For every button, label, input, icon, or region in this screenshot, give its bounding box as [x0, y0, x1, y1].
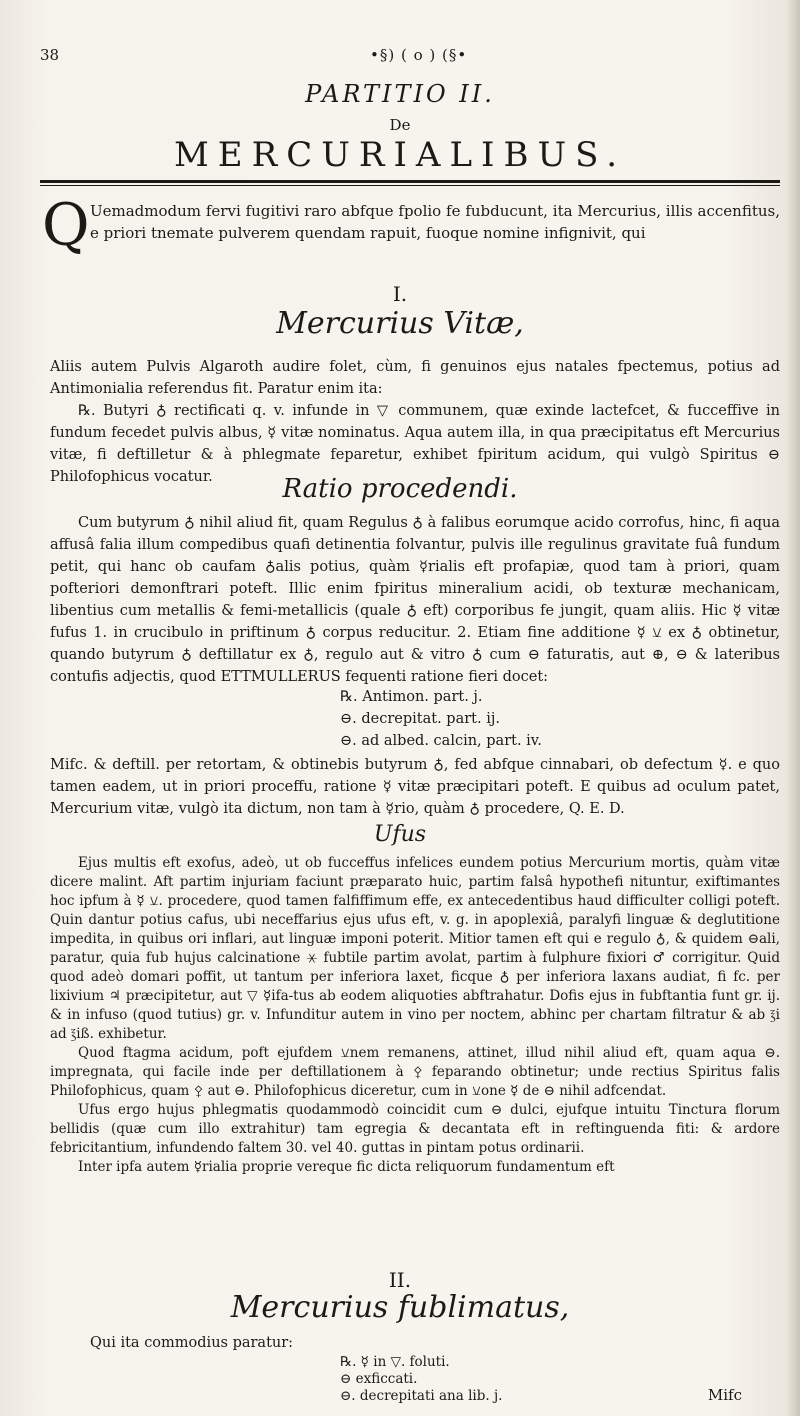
paragraph: Aliis autem Pulvis Algaroth audire folet, cùm, fi genuinos ejus natales fpectemus, potius ad Antimonialia referendus fit. Paratur enim ita:: [50, 359, 780, 397]
recipe-line: ⊖. decrepitati ana lib. j.: [340, 1388, 503, 1404]
paragraph: Ejus multis eft exofus, adeò, ut ob fucceffus infelices eundem potius Mercurium mortis, quàm vitæ dicere malint. Aft partim injuriam faciunt præparato huic, partim falsâ hypothefi nituntur, exiftimantes hoc ipfum à ☿ ⚺. procedere, quod tamen falfiffimum effe, ex antecedentibus haud difficulter colligi poteft. Quin dantur potius cafus, ubi neceffarius ejus ufus eft, v. g. in apoplexiâ, paralyfi linguæ & deglutitione impedita, in quibus ori inflari, aut linguæ imponi poterit. Mitior tamen eft qui e regulo ♁, & quidem ⊖ali, paratur, quia fub hujus calcinatione ⚹ fubtile partim avolat, partim à fulphure fixiori ♂ corrigitur. Quid quod adeò domari poffit, ut tantum per inferiora laxet, ficque ♁ per inferiora laxans audiat, fi fc. per lixivium ♃ præcipitetur, aut ▽ ☿ifa-tus ab eodem aliquoties abftrahatur. Dofis ejus in fubftantia funt gr. ij. & in infuso (quod tutius) gr. v. Infunditur autem in vino per noctem, abhinc per chartam filtratur & ab ℥i ad ℥iß. exhibetur.: [50, 855, 780, 1042]
page-number: 38: [40, 46, 60, 64]
paragraph: Quod ftagma acidum, poft ejufdem ⚺nem remanens, attinet, illud nihil aliud eft, quam aqua ⊖. impregnata, qui facile inde per deftillationem à ⚴ feparando obtinetur; unde rectius Spiritus falis Philofophicus, quam ⚴ aut ⊖. Philofophicus diceretur, cum in ⚺one ☿ de ⊖ nihil adfcendat.: [50, 1045, 780, 1099]
paragraph: Cum butyrum ♁ nihil aliud fit, quam Regulus ♁ à falibus eorumque acido corrofus, hinc, fi aqua affusâ falia illum compedibus quafi detinentia folvantur, pulvis ille regulinus gravitate fuâ fundum petit, qui hanc ob caufam ♁alis potius, quàm ☿rialis eft profapiæ, quod tam à priori, quam pofteriori demonftrari poteft. Illic enim fpiritus mineralium acidi, ob texturæ mechanicam, libentius cum metallis & femi-metallicis (quale ♁ eft) corporibus fe jungit, quam aliis. Hic ☿ vitæ fufus 1. in crucibulo in priftinum ♁ corpus reducitur. 2. Etiam fine additione ☿ ⚺ ex ♁ obtinetur, quando butyrum ♁ deftillatur ex ♁, regulo aut & vitro ♁ cum ⊖ faturatis, aut ⊕, ⊖ & lateribus contufis adjectis, quod ETTMULLERUS fequenti ratione fieri docet:: [50, 515, 780, 685]
heading-usus: Ufus: [373, 822, 427, 847]
catchword: Mifc: [707, 1386, 742, 1404]
header-ornament: •§) ( o ) (§•: [370, 46, 468, 64]
title-de: De: [389, 116, 411, 134]
section1-text: [50, 356, 780, 488]
section2-intro: [90, 1332, 690, 1354]
intro-paragraph: Uemadmodum fervi fugitivi raro abfque fpolio fe fubducunt, ita Mercurius, illis accenfitus, e priori tnemate pulverem quendam rapuit, fuoque nomine infignivit, qui: [90, 202, 780, 242]
title-rule-thick: [40, 180, 780, 183]
section-title-mercurius-sublimatus: Mercurius fublimatus,: [230, 1290, 570, 1325]
usus-text: [50, 854, 780, 1177]
section-title-mercurius-vitae: Mercurius Vitæ,: [276, 306, 524, 341]
drop-cap: Q: [42, 191, 90, 259]
main-title: MERCURIALIBUS.: [173, 135, 627, 175]
recipe-line: ℞. Antimon. part. j.: [340, 689, 483, 705]
paragraph: Qui ita commodius paratur:: [90, 1335, 294, 1351]
recipe-line: ℞. ☿ in ▽. foluti.: [340, 1354, 450, 1370]
page-edge-shadow: [786, 0, 800, 1416]
recipe-line: ⊖. ad albed. calcin, part. iv.: [340, 733, 542, 749]
paragraph: ℞. Butyri ♁ rectificati q. v. infunde in ▽ communem, quæ exinde lactefcet, & fucceffive in fundum fecedet pulvis albus, ☿ vitæ nominatus. Aqua autem illa, in qua præcipitatus eft Mercurius vitæ, fi deftilletur & à phlegmate feparetur, exhibet fpiritum acidum, qui vulgò Spiritus ⊖ Philofophicus vocatur.: [50, 403, 780, 485]
paragraph: Ufus ergo hujus phlegmatis quodammodò coincidit cum ⊖ dulci, ejufque intuitu Tinctura florum bellidis (quæ cum illo extrahitur) tam egregia & decantata eft in reftinguenda fiti: & ardore febricitantium, infundendo faltem 30. vel 40. guttas in pintam potus ordinarii.: [50, 1102, 780, 1156]
section-numeral-2: II.: [388, 1268, 412, 1292]
part-title: PARTITIO II.: [305, 80, 495, 108]
section-numeral-1: I.: [392, 282, 408, 306]
ratio-text: [50, 512, 780, 688]
recipe-line: ⊖ exficcati.: [340, 1371, 418, 1387]
ratio-conclusion: [50, 754, 780, 820]
running-header: [40, 46, 780, 68]
paragraph: Mifc. & deftill. per retortam, & obtinebis butyrum ♁, fed abfque cinnabari, ob defectum ☿. e quo tamen eadem, ut in priori proceffu, ratione ☿ vitæ præcipitari poteft. E quibus ad oculum patet, Mercurium vitæ, vulgò ita dictum, non tam à ☿rio, quàm ♁ procedere, Q. E. D.: [50, 757, 780, 817]
heading-ratio-procedendi: Ratio procedendi.: [282, 474, 518, 504]
recipe-line: ⊖. decrepitat. part. ij.: [340, 711, 500, 727]
paragraph: Inter ipfa autem ☿rialia proprie vereque fic dicta reliquorum fundamentum eft: [78, 1159, 615, 1175]
title-rule-thin: [40, 185, 780, 186]
